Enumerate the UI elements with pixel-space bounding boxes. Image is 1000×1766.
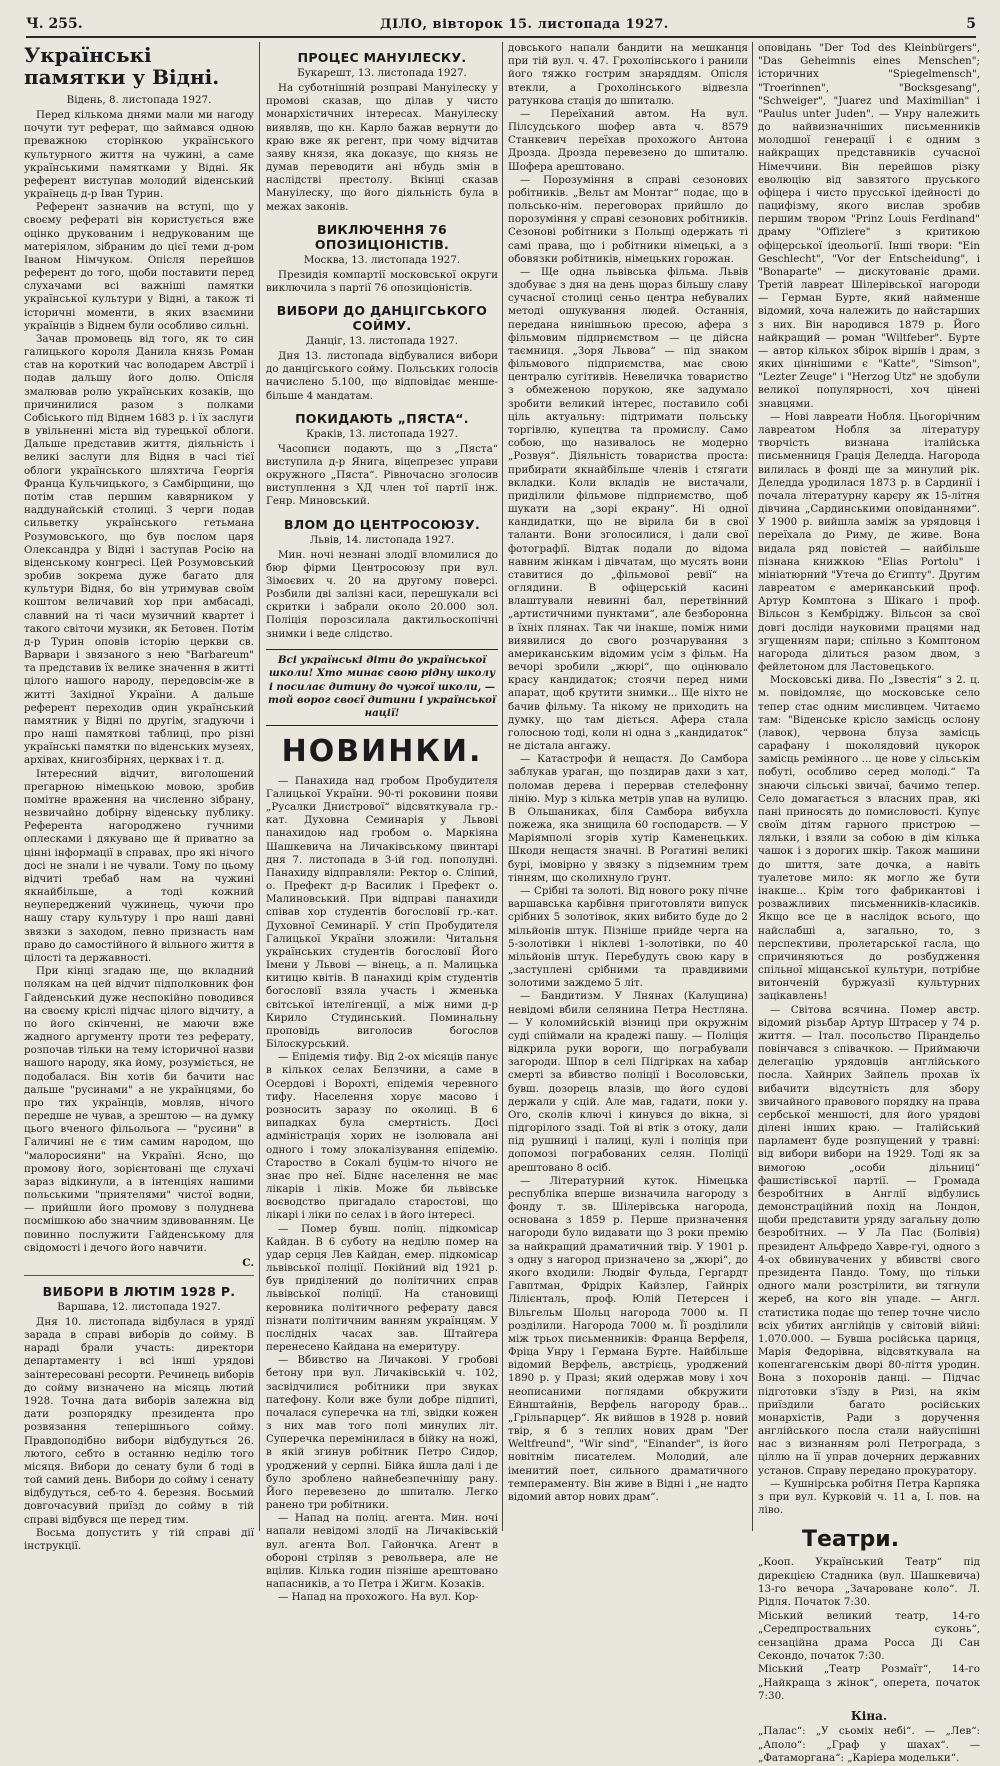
dateline: Варшава, 12. листопада 1927.	[57, 1300, 221, 1313]
theatre-listing: Міський „Театр Розмаїт“, 14-го „Найкраща з жінок“, оперета, початок 7:30.	[758, 1663, 980, 1702]
article-title: ВИБОРИ В ЛЮТІМ 1928 Р.	[42, 1283, 236, 1299]
page-number: 5	[966, 16, 976, 32]
theatre-section-title: Театри.	[802, 1527, 900, 1553]
paragraph: Президія компартії московської округи виключила з партії 76 опозиціоністів.	[266, 268, 498, 294]
article-title: ВИКЛЮЧЕННЯ 76 ОПОЗИЦІОНІСТІВ.	[314, 221, 450, 252]
news-item: — Вбивство на Личакові. У гробові бетону при вул. Личаківській ч. 102, засвідчилися робітники при звуках патефону. Коли вже були добре підпиті, почалася суперечка на тлі, звідки кожен з них мав того полі минулих літ. Суперечка перемінилася в бійку на ножі, в якій згинув робітник Петро Сидор, уроджений у серпні. Бійка йшла далі і де було зроблено найнебезпечнішу рану. Його перевезено до шпиталю. Легко ранено три робітники.	[266, 1354, 498, 1512]
news-item: — Нові лавреати Нобля. Цьогорічним лавреатом Нобля за літературу творчість визнана італійська письменниця Грація Деледда. Нагорода вилилась в фонді ще за минулий рік. Деледда уродилася 1873 р. в Сардинії і почала літературну карєру як 15-літня дівчина „Сардинськими оповіданнями“. У 1900 р. вийшла заміж за урядовця і переїхала до Риму, де живе. Вона видала ряд повістей — найбільше пізнана книжкою "Elias Portolu" і мініатюрний "Утеча до Єгипту". Другим лавреатом є американський проф. Артур Комптона з Шікаго і проф. Вільсон з Кембріджу. Вільсон за свої довгі досліди науковими працями над згущенням пари; спільно з Комптоном нагорода ділиться разом двом, з фейлетоном для Ластовецького.	[758, 410, 980, 674]
news-item: — Літературний куток. Німецька республіка вперше визначила нагороду з фонду т. зв. Шілерівська нагорода, основана з 1859 р. Перше призначення нагороди було видавати що 3 роки премію за найкращий драматичний твір. У 1901 р. з одну з нагород призначено за „жюрі“, до якого входили: Людвіг Фульда, Гергардт Гавптман, Фрідріх Кайзлер, Гайнріх Лілієнталь, проф. Юлій Петерсен і Вільгельм Шольц нагорода 7000 м. П розділили. Нагорода 7000 м. Її розділили між трьох письменників: Франца Верфеля, Фріца Унру і Германа Бурте. Найбільше відомий Верфель, австрієць, уроджений 1890 р. у Празі; який одержав мову і хоч неописаними поглядами обкружити Ейнштайнів, Верфель нагороду брав... „Грільпарцер“. Як вийшов в 1928 р. новий твір, я б з теплих нових драм "Der Weltfreund", "Wir sind", "Einander", із його новітнім писателем. Молодий, але іменитий поет, сильного драматичного темпераменту. Він живе в Відні і „не надто відомий автор нових драм“.	[508, 1174, 748, 1503]
paragraph: Дня 10. листопада відбулася в урядї зарада в справі виборів до сойму. В нараді брали участь: директори департаменту і всі інші урядові заінтересовані ресорти. Речинець виборів до сойму визначено на місяць лютий 1928. Точна дата виборів залежна від дати розпорядку президента про розвязання теперішнього сойму. Правдоподібно вибори відбудуться 26. лютого, себто в останню неділю того місяця. Вибори до сенату були б тоді в той самий день. Вибори до сойму і сенату відбудуться, себ-то 4. березня. Восьмий довгочасувий приїзд до сойму в тій справі відбувся ще перед тим.	[24, 1315, 254, 1526]
dateline: Відень, 8. листопада 1927.	[66, 94, 212, 106]
paragraph: На суботнішній розправі Мануілеску у промові сказав, що ділав у чисто монархістичних інтересах. Мануілеску виявляв, що кн. Карло бажав вернути до краю вже як регент, при чому відчитав заяву князя, яка доказує, що князь не думав переводити ані нбудь змін в наслідстві престолу. Вкінці сказав Мануілеску, що його діяльність була в межах законів.	[266, 82, 498, 213]
article-title: Українські памятки у Відні.	[24, 43, 220, 89]
paragraph: Восьма допустить у тій справі дії інструкції.	[24, 1526, 254, 1552]
column-2	[266, 42, 498, 1604]
news-item: — Епідемія тифу. Від 2-ох місяців панує в кількох селах Белзчини, а саме в Осердові і Ворохті, епідемія черевного тифу. Населення хорує масово і розносить заразу по околиці. В 6 випадках була смертність. Досі адміністрація хорих не ізолювала ані одного і тому злокалізування епідемію. Староство в Сокалі буцім-то нічого не знає про неї. Біднє населення не має лікарів і ліків. Може би львівське воєводство пригадало старостові, що лікарі і ліки по селах і в його інтересі.	[266, 1051, 498, 1222]
news-item: — Помер бувш. поліц. підкомісар Кайдан. В 6 суботу на неділю помер на удар серця Лев Кайдан, емер. підкомісар львівської поліції. Покійний від 1921 р. був приділений до політичних справ львівської поліції. На становищі керовника політичного реферату дався пізнати політичним ванням українцям. У послідніх часах зав. Штайгера перенесено Кайдана на емеритуру.	[266, 1222, 498, 1354]
school-appeal-box: Всі українські діти до української школи! Хто минає свою рідну школу і посилає дитину до чужої школи, — той ворог своєї дитини і української нації!	[266, 649, 498, 726]
news-item: оповідань "Der Tod des Kleinbürgers", "Das Geheimnis eines Menschen"; історичних "Spiegelmensch", "Troerinnen", "Bocksgesang", "Schweiger", "Juarez und Maximilian" і "Paulus unter Juden". — Унру належить до найвизначніших письменників молодшої генерації і є одним з найкращих представників сучасної Німеччини. Він перейшов різку еволюцію від завзятого пруського офіцера і чисто прусської ідейності до пацифізму, якого вислав зробив першим твором "Prinz Louis Ferdinand" драму "Offiziere" з критикою офіцерської ідеольогії. Інші твори: "Ein Geschlecht", "Vor der Entscheidung", і "Bonaparte" — дискутованіє драми. Третій лавреат Шілерівської нагороди — Герман Бурте, який найменше відомий, хоча належить до найстарших з них. Він народився 1879 р. Його найкращий — роман "Wiltfeber". Бурте — автор кількох збірок віршів і драм, з яких ціннішими є "Katte", "Simson", "Lezter Zeuge" і "Herzog Utz" не здобули великої популярності, хоч цінені знавцями.	[758, 42, 980, 410]
article-title: ВЛОМ ДО ЦЕНТРОСОЮЗУ.	[283, 516, 481, 532]
paragraph: Перед кількома днями мали ми нагоду почути тут реферат, що займався одною преважною сторінкою українського культурного життя на чужині, а саме українськими памятками у Відні. Як референт виступав молодий віденський українець д-р Іван Турин.	[24, 109, 254, 201]
news-item: — Ще одна львівська фільма. Львів здобуває з дня на день щораз більшу славу сучасної столиці сеньо центра небувалих методі ошукування людей. Останнія, передана нинішньою пресою, афера з фільмовим підприємством — це дійсна таємниця. „Зоря Львова“ — під знаком фільмового підприємства, має свою централю сугітивів. Невеличка товариство з обмеженою порукою, яке задумало зробити великий інтерес, поставило собі ціль актуальну: підтримати польську торгівлю, купецтва та промислу. Само собою, що називалось не модерно „Розвуя“. Діяльність товариства проста: прибирати якнайбільше членів і стягати вкладки. Коли вкладів не вистачали, приділили фільмове підприємство, щоб шукати на „зорі екрану“. Ні одної кандидатки, що не вірила би в свої таланти. Вони зголосилися, і дали свої фотографії. Відтак подали до відома навним жінкам і дівчатам, що мусять вони ставитися до „фільмової ревії“ на оглядини. В офіцерській касині влаштували невинні бал, перетвінний „артистичними пунктами“, але безборонна в їхніх плянах. Так чи інакше, поміж ними виявилися до свого розчарування з американським відомим усім з фільм. На вечорі зробили „жюрі“, що оцінювало красу кандидаток; стоячи перед ними апарат, щоб крутити знимки... Ще ніхто не бачив фільму. Та нікому не приходить на думку, що там діється. Афера стала голосною тоді, коли ні одна з „кандидаток“ не дістала ангажу.	[508, 265, 748, 753]
author-signature: С.	[242, 1256, 254, 1269]
news-item: — Срібні та золоті. Від нового року пічне варшавська карбівня приготовляти випуск срібних 5 золотівок, яких вибито буде до 2 мільйонів штук. Пізніше прийде черга на 5-золотівки і ніклеві 1-золотівки, по 40 мільйонів штук. Перебудуть свою кару в „заступлені срібними та правдивими золотими заждемо 5 літ.	[508, 885, 748, 990]
masthead-title-date: ДІЛО, вівторок 15. листопада 1927.	[380, 16, 669, 32]
dateline: Львів, 14. листопада 1927.	[309, 533, 455, 546]
news-item: — Переїханий автом. На вул. Пілсудського шофер авта ч. 8579 Станкевич переїхав прохожого Антона Дрозда. Дрозда перевезено до шпиталю. Шофера арештовано.	[508, 107, 748, 173]
paragraph: Дня 13. листопада відбувалися вибори до данцігського сойму. Польських голосів начислено 5.100, що відповідає менше-більше 4 мандатам.	[266, 350, 498, 402]
column-divider	[259, 42, 260, 1531]
paragraph: Зачав промовець від того, як то син галицького короля Данила князь Роман став на короткий час володарем Австрії і подав дальшу його долю. Опісля змалював ролю українських козаків, що причинилися разом з полками Собіського під Віднем 1683 р. і їх заслуги в увільненні міста від турецької облоги. Дальше представив життя, діяльність і великі заслуги для Відня в часі тієї облоги українського шляхтича Георгія Франца Кульчицького, з Самбірщини, що потім став першим кавярником у наддунайській столиці. З черги подав сильветку українського гетьмана Розумовського, що був послом царя Олександра у Відні і заступав Росію на віденському конгресі. Цей Розумовський зробив зокрема дуже багато для культури Відня, бо він утримував своїм коштом величавий хор при амбасаді, славний на ті часи музичний квартет і такого світочи музики, як Бетовен. Потім д-р Турин оповів історію церкви св. Варвари і звязаного з нею "Barbareum" та представив їх велике значення в житті цілого нашого народу, передовсім-же в житті Західної України. А дальше референт переходив один український памятник у Відні по другім, згадуючи і про наші памяткові таблиці, про різні українські памятки по віденських музеях, архівах, книгозбірнях, церквах і т. д.	[24, 332, 254, 767]
dateline: Краків, 13. листопада 1927.	[306, 427, 458, 440]
news-item: — Напад на прохожого. На вул. Кор-	[278, 1591, 479, 1604]
article-title: ПОКИДАЮТЬ „ПЯСТА“.	[295, 410, 469, 426]
column-divider	[502, 42, 503, 1531]
dateline: Данціг, 13. листопада 1927.	[305, 335, 459, 348]
column-1	[24, 42, 254, 1552]
column-divider	[752, 42, 753, 1531]
news-section-title: НОВИНКИ.	[281, 733, 483, 769]
theatre-listing: Міський великий театр, 14-го „Середпроствальних суконь“, сензаційна драма Росса Ді Сан Секондо, початок 7:30.	[758, 1609, 980, 1662]
issue-number: Ч. 255.	[26, 16, 83, 32]
paragraph: Референт зазначив на вступі, що у своєму рефераті він користується вже оцінко друкованим і недрукованим ще матеріялом, зібраним до цієї теми д-ром Іваном Німчуком. Опісля перейшов референт до того, щоби поставити перед слухачами всі важніші памятки української культури у Відні, а також ті історичні моменти, в яких взаємини українців з Віднем були особливо сильні.	[24, 201, 254, 332]
divider	[24, 1275, 254, 1276]
column-4	[758, 42, 980, 1765]
paragraph: Часописи подають, що з „Пяста“ виступила д-р Янига, віцепрезес управи окружного „Пяста“. Рівночасно зголосив виступлення з ХД член тої партії інж. Генр. Миновський.	[266, 442, 498, 508]
news-item: — Катастрофи й нещастя. До Самбора заблукав ураган, що поздирав дахи з хат, поломав дерева і перервав стелефонну лінію. Мур з кілька метрів упав на вулицю. В Ольшаниках, біля Самбора вибухла пожежа, яка знищила 60 господарств. — У Маріямполі згорів хутір Каменецьких. Шкоди нещастя значні. В Рогатині великі бурі, імовірно у звязку з підземним трем тінням, що сколихнуло ґрунт.	[508, 753, 748, 884]
cinema-listing: „Палас“: „У сьоміх небі“. — „Лев“: „Аполо“: „Граф у шахах“. — „Фатаморгана“: „Каріера модельки“.	[758, 1725, 980, 1765]
paragraph: Інтересний відчит, виголошений прегарною німецькою мовою, зробив помітне враження на численно зібрану, незвичайно добірну віденську публику. Референта нагороджено гучними оплесками і дякувано ще й приватно за цінні інформації в справах, про які нічого досі не знали і не чували. Тому по цьому відчиті требаб нам на чужині якнайбільше, а тоді кожний неупереджений чужинець, чуючи про нашу стару культуру і про наші давні звязки з заходом, певно признасть нам право до самостійного й вільного життя в цілості та державності.	[24, 767, 254, 964]
dateline: Букарешт, 13. листопада 1927.	[297, 67, 467, 79]
masthead	[26, 12, 976, 38]
article-title: ПРОЦЕС МАНУІЛЕСКУ.	[297, 50, 467, 65]
cinema-section-title: Кіна.	[850, 1709, 888, 1724]
news-item: довського напали бандити на мешканця при тій вул. ч. 47. Грохолінського і ранили його тяжко гострим знаряддям. Опісля втекли, а Грохолінського відвезла ратункова стація до шпиталю.	[508, 42, 748, 107]
news-item: — Кушнірська робітня Петра Карпяка з при вул. Курковій ч. 11 a, I. пов. на ліво.	[758, 1477, 980, 1517]
column-3	[508, 42, 748, 1531]
paragraph: При кінці згадаю ще, що вкладний полякам на цей відчит підполковник фон Гайденський дуже неспокійно поводився на своєму кріслі підчас цілого відчиту, а по його скінченні, не маючи вже жадного аргументу проти тез реферату, розпочав тільки на тему історичної назви нашого народу, яка йому, розуміється, не подобалася. Він хотів би бачити нас дальше "русинами" а не українцями, бо про тих українців, мовляв, нічого передше не чував, а зрештою — на думку цього вченого фільольога — "русини" в Галичині не є тим самим народом, що "малоросияни" на Україні. Ясно, що промову його, зорієнтовані ще слухачі зараз відкинули, а в інтенціях нашими польськими "приятелями" чистої водни, — прийшли його промову з полуднева посмішкою або значним здивованням. Це повинно послужити Гайденському для свідомості і дечого його навчити.	[24, 965, 254, 1254]
news-item: Московські дива. По „Ізвестія“ з 2. ц. м. повідомляє, що московське село тепер стає одним мисливцем. Читаємо там: "Віденське крісло замісць ослону (лавок), червона блуза замісць сарафану і шоколядовий цукорок замісць ремінного ... це нове у сільськім побуті, особливо серед молоді.“ Та знаючи сільські звичаї, бачимо тепер. Село домагається з власних прав, які пані приносять до помисловості. Купує своїм дітям гарного пристрою — ляльки, і взяли за собою в дім кілька чашок і з дорогих шкір. Також машини до шиття, зате дочка, а навіть туалетове мило: як могло же бути інакше... Крім того фабрикантові і розважливих письменників-класиків. Якщо все це в наслідок всього, що найслабші а, загально, то, з перспективи, пролетарської гасла, що спричиняються до розбудження спільної міщанської культури, потрібне витонченій буржуазії культурних зацікавлень!	[758, 674, 980, 1003]
news-item: — Напад на поліц. агента. Мин. ночі напали невідомі злодії на Личаківській вул. агента Вол. Гайончка. Агент в обороні стріляв з револьвера, але не вцілив. Кілька годин пізніше арештовано напасників, а то Петра і Жигм. Козаків.	[266, 1512, 498, 1591]
news-item: — Бандитизм. У Лнянах (Калущина) невідомі вбили селянина Петра Нестляна. — У коломийській візниці при окружнім суді спіймали на крадежі пашу. — Поліція відкрила руки вороги, що пограбували загороди. Шпор в селі Підгірках на хабар смерті за вбивство поліції і Восоловськи, бувш. дозорець влазів, що його судові держали у сцій. Але мав, гадати, поки у. Ого, сколів ключі і кинувся до вікна, зі підгорілого ззаді. Той ві втік з отоку, дали під рушниці і палиці, кулі і поліція при допомозі пограбованих селян. Поліції арештовано 8 осіб.	[508, 990, 748, 1174]
news-item: — Світова всячина. Помер австр. відомий різьбар Артур Штрасер у 74 р. життя. — Італ. посольство Пірандельо повінчався з співачкою. — Приймаючи делегацію урядовців англійського посла. Хайнрих Зайпель прохав їх вибачити відсутність для збору звичайного правового порядку на права сербської меншості, для його урядові ділені інших краю. — Італійський парламент буде розпущений у травні: від вибори вибори на 1929. Тоді як за вимогою „особи дільниці“ фашистівської партії. — Громада безробітних в Англії відбулись демонстраційний похід на Лондон, щоби представити уряду загальну долю безробітних. — У Ла Пас (Болівія) президент Альфредо Хавре-гуі, одного з 4-ох обвинувачених у вбивстві свого президента Пандо. Тому, що тільки одного мали розстрілити, ви тягнули жереб, на кого він упаде. — Англ. статистика подає що тепер точне число всіх убитих англійців у світовій війні: 1.070.000. — Бувша російська цариця, Марія Федорівна, відсвяткувала на копенгагенськім дворі 80-ліття уродин. Вона з похоронів данці. — Підчас підготовки з'їзду в Ризі, на якім приїздили багато російських монархістів, Ради з доручення англійського посла стали найуспішні нас з визнанням ролі Петрограда, з ціллю на її управ дочерних державних установ. Справу передано прокуратору.	[758, 1003, 980, 1477]
dateline: Москва, 13. листопада 1927.	[303, 253, 461, 266]
article-title: ВИБОРИ ДО ДАНЦІГСЬКОГО СОЙМУ.	[276, 303, 488, 334]
paragraph: Мин. ночі незнані злодії вломилися до бюр фірми Центросоюзу при вул. Зімоєвих ч. 20 на другому поверсі. Розбили дві залізні каси, перешукали всі скритки і забрали около 20.000 зол. Поліція порозсилала дактильоскопічні знимки і веде слідство.	[266, 548, 498, 640]
theatre-listing: „Кооп. Український Театр“ під дирекцією Стадника (вул. Шашкевича) 13-го вечора „Зачароване коло“. Л. Рідля. Початок 7:30.	[758, 1556, 980, 1609]
news-item: — Порозуміння в справі сезонових робітників. „Вельт ам Монтаг“ подає, що в польсько-нім. переговорах прийшло до порозуміння у справі сезонових робітників. Сезонові робітники з Польщі одержать ті самі права, що і робітники німецькі, а з обовязки робітників, німецьких горожан.	[508, 173, 748, 265]
news-item: — Панахида над гробом Пробудителя Галицької України. 90-ті роковини появи „Русалки Днистрової“ відсвяткувала гр.-кат. Духовна Семинарія у Львові панахидою над гробом о. Маркіяна Шашкевича на Личаківському цвинтарі дня 7. листопада в 3-ій год. пополудні. Панахиду відправляли: Ректор о. Сліпий, о. Префект д-р Василик і Префект о. Малиновський. При відправі панахиди співав хор студентів богословії гр.-кат. Духовної Семинарії. У стіп Пробудителя Галицької України зложили: Читальня українських студентів богословії Його Імени у Львові — вінець, а п. Малицька китицю квітів. В панахиді крім студентів богословії взяла участь і жменька світської інтелігенції, а між ними д-р Кирило Студинський. Поминальну проповідь виголосив богослов Білоскурський.	[266, 774, 498, 1051]
